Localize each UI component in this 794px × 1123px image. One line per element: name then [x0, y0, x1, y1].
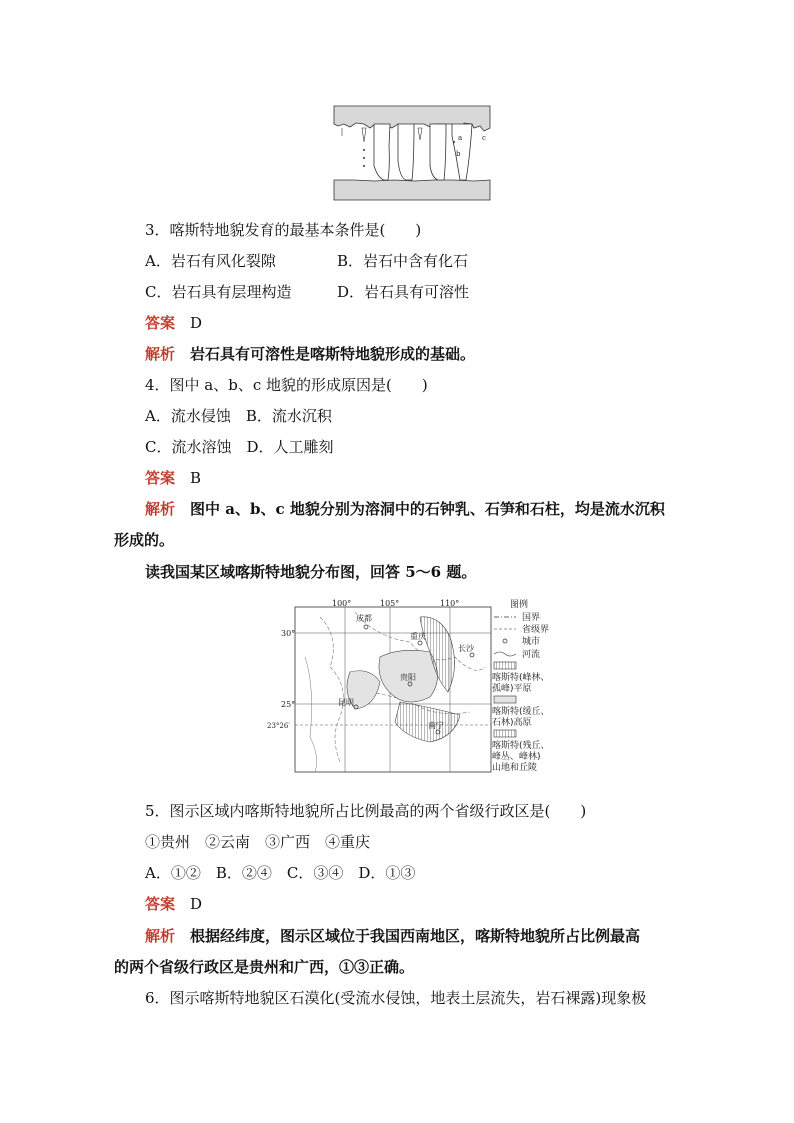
q5-stem: 5．图示区域内喀斯特地貌所占比例最高的两个省级行政区是( )	[145, 802, 587, 820]
legend-title: 图例	[510, 600, 529, 610]
q5-analysis-text-2: 的两个省级行政区是贵州和广西，①③正确。	[114, 958, 415, 976]
q3-option-c: C．岩石具有层理构造	[145, 283, 292, 301]
q3-answer-value: D	[190, 314, 203, 332]
q3-option-d: D．岩石具有可溶性	[337, 283, 470, 301]
q4-stem: 4．图中 a、b、c 地貌的形成原因是( )	[145, 376, 428, 394]
q5-options: A．①② B．②④ C．③④ D．①③	[145, 864, 416, 882]
label-b: b	[456, 150, 461, 158]
q5-items: ①贵州 ②云南 ③广西 ④重庆	[145, 833, 371, 851]
answer-label: 答案	[145, 314, 176, 332]
city-changsha: 长沙	[458, 644, 474, 653]
q3-answer	[145, 313, 202, 333]
lon-label-100: 100°	[332, 599, 352, 608]
q3-option-b: B．岩石中含有化石	[337, 252, 469, 270]
legend-karst2-line2: 石林)高原	[492, 718, 532, 728]
city-guiyang: 贵阳	[400, 673, 416, 682]
city-nanning: 南宁	[428, 721, 444, 730]
q5-answer-value: D	[190, 895, 203, 913]
legend-city: 城市	[522, 637, 541, 647]
legend-national-border: 国界	[522, 613, 541, 623]
lat-label-25: 25°	[281, 700, 296, 709]
q4-options-row1: A．流水侵蚀 B．流水沉积	[145, 407, 332, 425]
city-chengdu: 成都	[356, 614, 372, 623]
analysis-label: 解析	[145, 500, 176, 518]
q4-options-row2: C．流水溶蚀 D．人工雕刻	[145, 438, 334, 456]
legend-karst3-line3: 山地和丘陵	[492, 763, 538, 773]
q5-analysis-text-1: 根据经纬度，图示区域位于我国西南地区，喀斯特地貌所占比例最高	[190, 927, 641, 945]
analysis-label: 解析	[145, 345, 176, 363]
legend-karst1-line1: 喀斯特(峰林、	[492, 673, 550, 683]
karst-distribution-map	[267, 597, 558, 783]
intro-text: 读我国某区域喀斯特地貌分布图，回答 5～6 题。	[145, 563, 477, 581]
cave-diagram-figure	[334, 106, 490, 200]
q3-option-a: A．岩石有风化裂隙	[145, 252, 276, 270]
q3-stem: 3．喀斯特地貌发育的最基本条件是( )	[145, 221, 422, 239]
label-a: a	[458, 134, 463, 142]
city-chongqing: 重庆	[410, 632, 426, 641]
answer-label: 答案	[145, 895, 176, 913]
lon-label-110: 110°	[440, 599, 460, 608]
legend-karst3-line1: 喀斯特(残丘、	[492, 741, 550, 751]
q5-analysis	[145, 926, 640, 946]
q5-answer	[145, 894, 202, 914]
analysis-label: 解析	[145, 927, 176, 945]
q6-stem: 6．图示喀斯特地貌区石漠化(受流水侵蚀，地表土层流失，岩石裸露)现象极	[145, 989, 647, 1007]
q3-analysis-text: 岩石具有可溶性是喀斯特地貌形成的基础。	[190, 345, 476, 363]
q4-analysis-text-1: 图中 a、b、c 地貌分别为溶洞中的石钟乳、石笋和石柱，均是流水沉积	[190, 500, 665, 518]
lat-label-30: 30°	[281, 629, 296, 638]
q4-analysis-text-2: 形成的。	[114, 531, 175, 549]
q4-answer-value: B	[190, 469, 202, 487]
q3-analysis	[145, 344, 475, 364]
q3-options-row2	[145, 282, 469, 302]
city-kunming: 昆明	[338, 698, 354, 707]
legend-karst1-line2: 孤峰)平原	[492, 684, 532, 694]
legend-karst2-line1: 喀斯特(缓丘、	[492, 707, 550, 717]
q4-answer	[145, 468, 201, 488]
answer-label: 答案	[145, 469, 176, 487]
legend-province-border: 省级界	[522, 625, 550, 635]
q3-options-row1	[145, 251, 468, 271]
lon-label-105: 105°	[380, 599, 400, 608]
legend-river: 河流	[522, 650, 541, 660]
label-c: c	[482, 134, 486, 142]
legend-karst3-line2: 峰丛、峰林)	[492, 752, 541, 762]
q4-analysis	[145, 499, 665, 519]
lat-label-23: 23°26′	[267, 722, 290, 730]
